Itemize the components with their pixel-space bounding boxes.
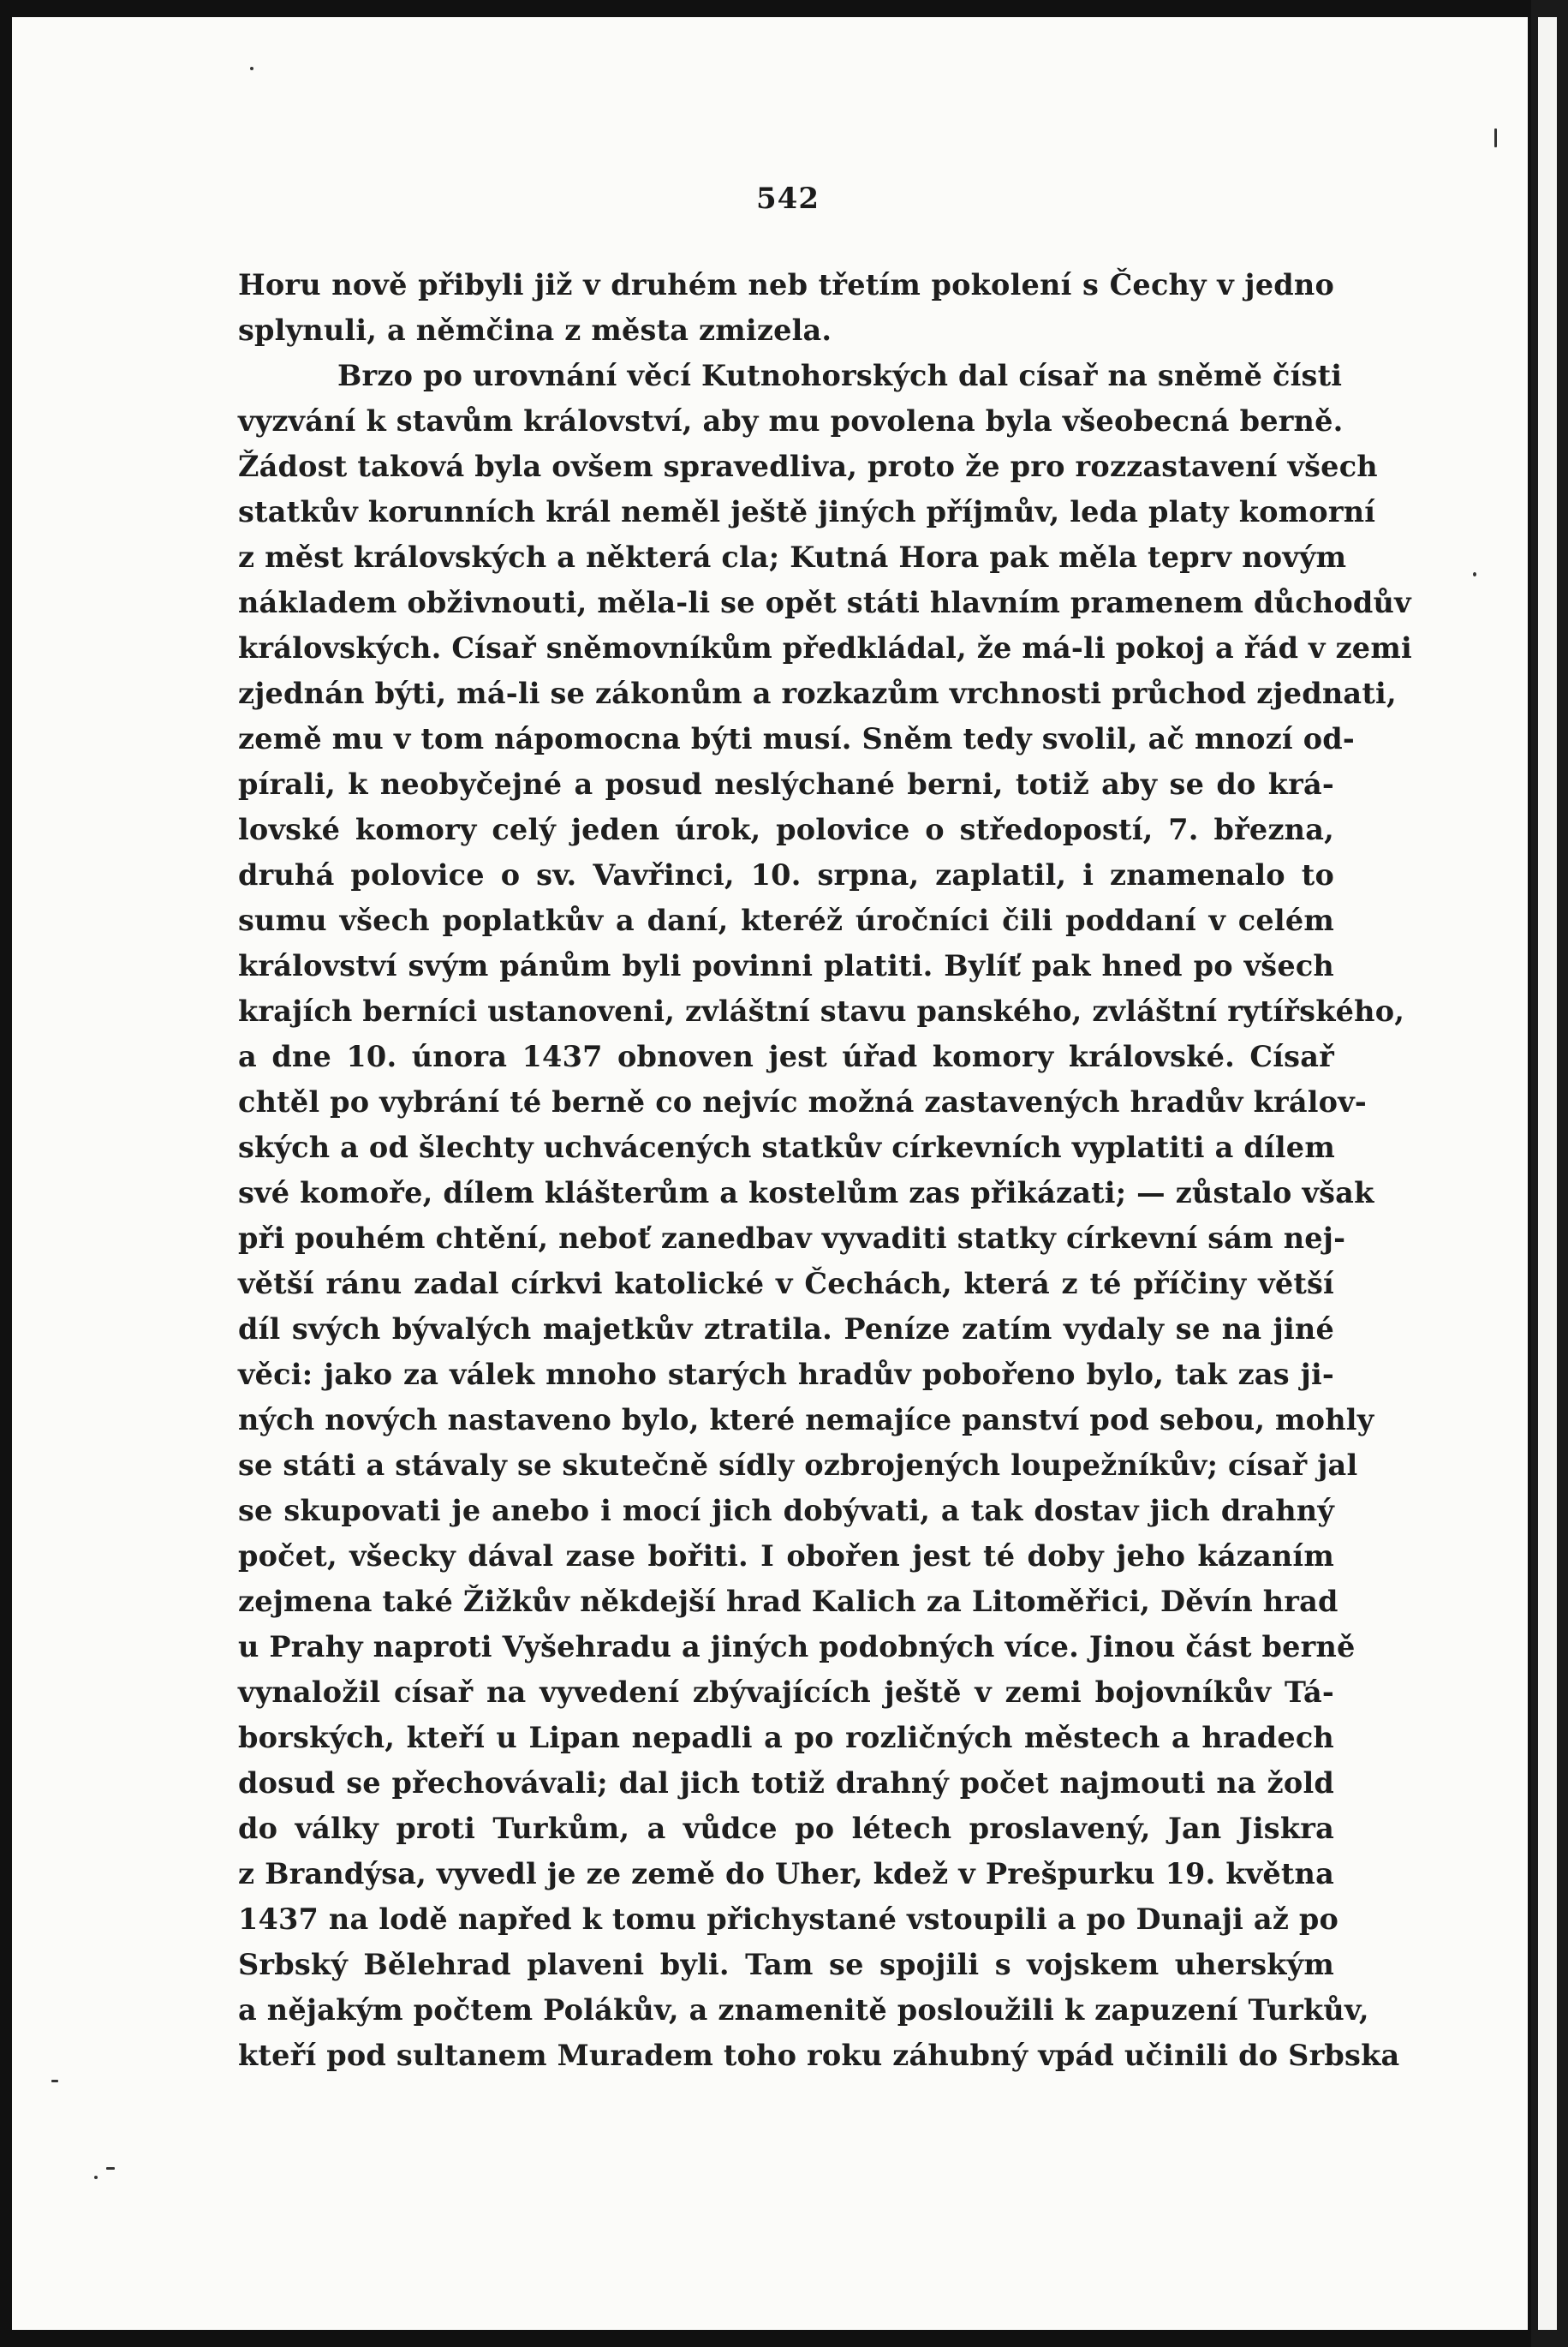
text-line: 1437 na lodě napřed k tomu přichystané vstoupili a po Dunaji až po [238, 1902, 1339, 1936]
scan-speck [1473, 572, 1476, 576]
scan-speck [1494, 128, 1497, 147]
scan-speck [106, 2167, 115, 2170]
text-line: druhá polovice o sv. Vavřinci, 10. srpna, zaplatil, i znamenalo to [238, 858, 1334, 892]
text-line: své komoře, dílem klášterům a kostelům zas přikázati; — zůstalo však [238, 1176, 1374, 1209]
text-line: věci: jako za válek mnoho starých hradův pobořeno bylo, tak zas ji- [238, 1358, 1334, 1391]
text-line: ných nových nastaveno bylo, které nemajíce panství pod sebou, mohly [238, 1403, 1374, 1436]
text-line: Brzo po urovnání věcí Kutnohorských dal císař na sněmě čísti [337, 359, 1343, 392]
text-line: větší ránu zadal církvi katolické v Čechách, která z té příčiny větší [238, 1267, 1334, 1300]
text-line: království svým pánům byli povinni platiti. Bylíť pak hned po všech [238, 949, 1334, 982]
text-line: ských a od šlechty uchvácených statkův církevních vyplatiti a dílem [238, 1131, 1335, 1164]
text-line: se státi a stávaly se skutečně sídly ozbrojených loupežníkův; císař jal [238, 1448, 1358, 1482]
text-line: dosud se přechovávali; dal jich totiž drahný počet najmouti na žold [238, 1766, 1334, 1800]
text-line: z měst královských a některá cla; Kutná Hora pak měla teprv novým [238, 540, 1347, 574]
body-text [238, 262, 1412, 2078]
scan-speck [51, 2080, 58, 2082]
next-page-edge [1538, 17, 1557, 2330]
text-line: Horu nově přibyli již v druhém neb třetím pokolení s Čechy v jedno [238, 268, 1334, 302]
text-line: lovské komory celý jeden úrok, polovice o středopostí, 7. března, [238, 813, 1334, 846]
text-line: zjednán býti, má-li se zákonům a rozkazům vrchnosti průchod zjednati, [238, 677, 1397, 710]
text-line: Žádost taková byla ovšem spravedliva, proto že pro rozzastavení všech [238, 450, 1378, 483]
text-line: vyzvání k stavům království, aby mu povolena byla všeobecná berně. [238, 404, 1344, 438]
text-line: splynuli, a němčina z města zmizela. [238, 314, 832, 347]
text-line: Srbský Bělehrad plaveni byli. Tam se spojili s vojskem uherským [238, 1948, 1334, 1981]
text-line: země mu v tom nápomocna býti musí. Sněm tedy svolil, ač mnozí od- [238, 722, 1355, 755]
text-line: pírali, k neobyčejné a posud neslýchané berni, totiž aby se do krá- [238, 767, 1334, 801]
text-line: chtěl po vybrání té berně co nejvíc možná zastavených hradův králov- [238, 1085, 1367, 1119]
text-line: nákladem obživnouti, měla-li se opět státi hlavním pramenem důchodův [238, 586, 1411, 619]
text-line: u Prahy naproti Vyšehradu a jiných podobných více. Jinou část berně [238, 1630, 1356, 1663]
text-line: krajích berníci ustanoveni, zvláštní stavu panského, zvláštní rytířského, [238, 994, 1405, 1028]
text-line: vynaložil císař na vyvedení zbývajících ještě v zemi bojovníkův Tá- [238, 1675, 1334, 1709]
text-line: zejmena také Žižkův někdejší hrad Kalich za Litoměřici, Děvín hrad [238, 1585, 1338, 1618]
scan-speck [250, 67, 253, 70]
text-line: a nějakým počtem Polákův, a znamenitě posloužili k zapuzení Turkův, [238, 1993, 1369, 2027]
text-line: kteří pod sultanem Muradem toho roku záhubný vpád učinili do Srbska [238, 2039, 1400, 2072]
text-line: při pouhém chtění, neboť zanedbav vyvaditi statky církevní sám nej- [238, 1221, 1346, 1255]
page-number: 542 [756, 182, 820, 216]
scan-speck [94, 2176, 98, 2179]
text-line: počet, všecky dával zase bořiti. I obořen jest té doby jeho kázaním [238, 1539, 1334, 1573]
text-line: královských. Císař sněmovníkům předkládal, že má-li pokoj a řád v zemi [238, 631, 1412, 665]
text-line: statkův korunních král neměl ještě jiných příjmův, leda platy komorní [238, 495, 1376, 529]
text-line: díl svých bývalých majetkův ztratila. Peníze zatím vydaly se na jiné [238, 1312, 1334, 1346]
text-line: se skupovati je anebo i mocí jich dobývati, a tak dostav jich drahný [238, 1494, 1334, 1527]
text-line: sumu všech poplatkův a daní, kteréž úročníci čili poddaní v celém [238, 904, 1334, 937]
text-line: do války proti Turkům, a vůdce po létech proslavený, Jan Jiskra [238, 1812, 1334, 1845]
text-line: a dne 10. února 1437 obnoven jest úřad komory královské. Císař [238, 1040, 1334, 1073]
text-line: z Brandýsa, vyvedl je ze země do Uher, kdež v Prešpurku 19. května [238, 1857, 1334, 1890]
text-line: borských, kteří u Lipan nepadli a po rozličných městech a hradech [238, 1721, 1334, 1754]
